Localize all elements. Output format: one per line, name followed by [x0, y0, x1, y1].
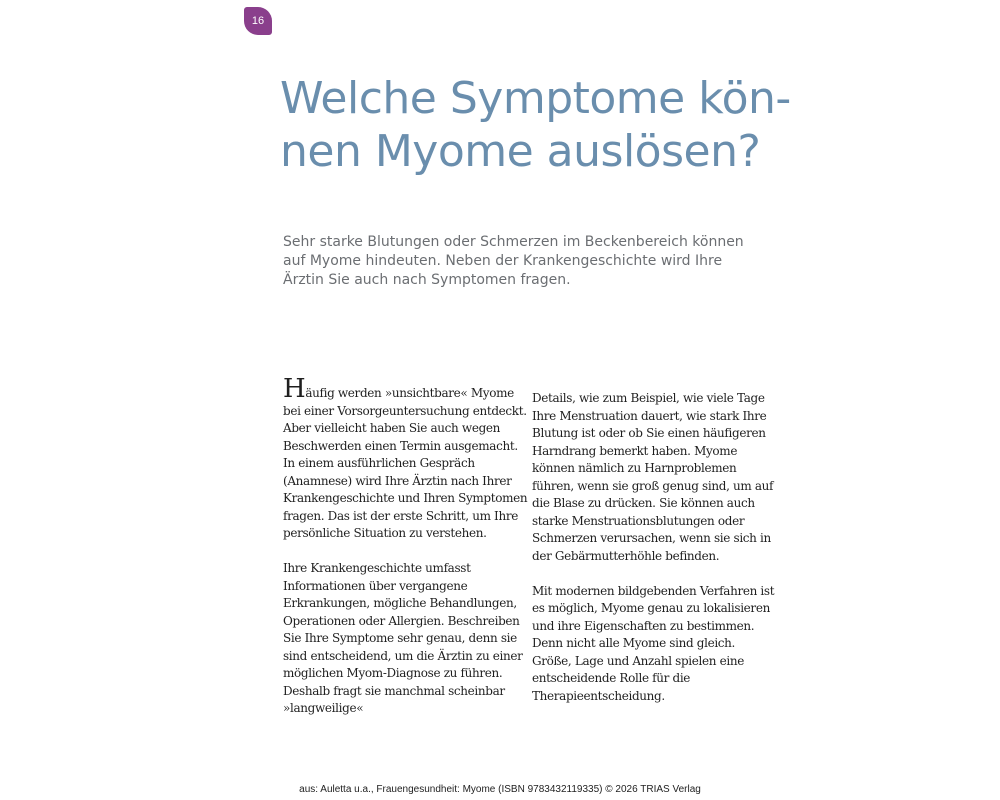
body-paragraph: Ihre Krankengeschichte umfasst Informationen über vergangene Erkrankungen, mögliche Behandlungen, Operationen oder Allergien. Beschreiben Sie Ihre Symptome sehr genau, denn sie sind entscheidend, um die Ärztin zu einer möglichen Myom-Diagnose zu führen. Deshalb fragt sie manchmal scheinbar »langweilige« — [283, 561, 523, 715]
body-paragraph — [283, 374, 528, 543]
body-paragraph: Details, wie zum Beispiel, wie viele Tage Ihre Menstruation dauert, wie stark Ihre Blutung ist oder ob Sie einen häufigeren Harndrang bemerkt haben. Myome können nämlich zu Harnproblemen führen, wenn sie groß genug sind, um auf die Blase zu drücken. Sie können auch starke Menstruationsblutungen oder Schmerzen verursachen, wenn sie sich in der Gebärmutterhöhle befinden. — [532, 391, 774, 563]
body-column-right — [532, 390, 777, 723]
source-footer: aus: Auletta u.a., Frauengesundheit: Myome (ISBN 9783432119335) © 2026 TRIAS Verlag — [299, 784, 701, 795]
drop-cap: H — [283, 374, 306, 404]
lead-paragraph — [283, 233, 783, 290]
body-paragraph-text: äufig werden »unsichtbare« Myome bei einer Vorsorgeuntersuchung entdeckt. Aber vielleicht haben Sie auch wegen Beschwerden einen Termin ausgemacht. In einem ausführlichen Gespräch (Anamnese) wird Ihre Ärztin nach Ihrer Krankengeschichte und Ihren Symptomen fragen. Das ist der erste Schritt, um Ihre persönliche Situation zu verstehen. — [283, 386, 528, 540]
body-column-left — [283, 374, 528, 735]
page-title-line-2: nen Myome auslösen? — [280, 126, 761, 177]
page-title-line-1: Welche Symptome kön- — [280, 73, 791, 124]
lead-line-1: Sehr starke Blutungen oder Schmerzen im Beckenbereich können — [283, 234, 744, 250]
body-paragraph: Mit modernen bildgebenden Verfahren ist es möglich, Myome genau zu lokalisieren und ihre Eigenschaften zu bestimmen. Denn nicht alle Myome sind gleich. Größe, Lage und Anzahl spielen eine entscheidende Rolle für die Therapieentscheidung. — [532, 583, 775, 703]
page-title — [280, 72, 800, 178]
page-number-badge: 16 — [244, 7, 272, 35]
lead-line-3: Ärztin Sie auch nach Symptomen fragen. — [283, 272, 571, 288]
lead-line-2: auf Myome hindeuten. Neben der Krankengeschichte wird Ihre — [283, 253, 723, 269]
